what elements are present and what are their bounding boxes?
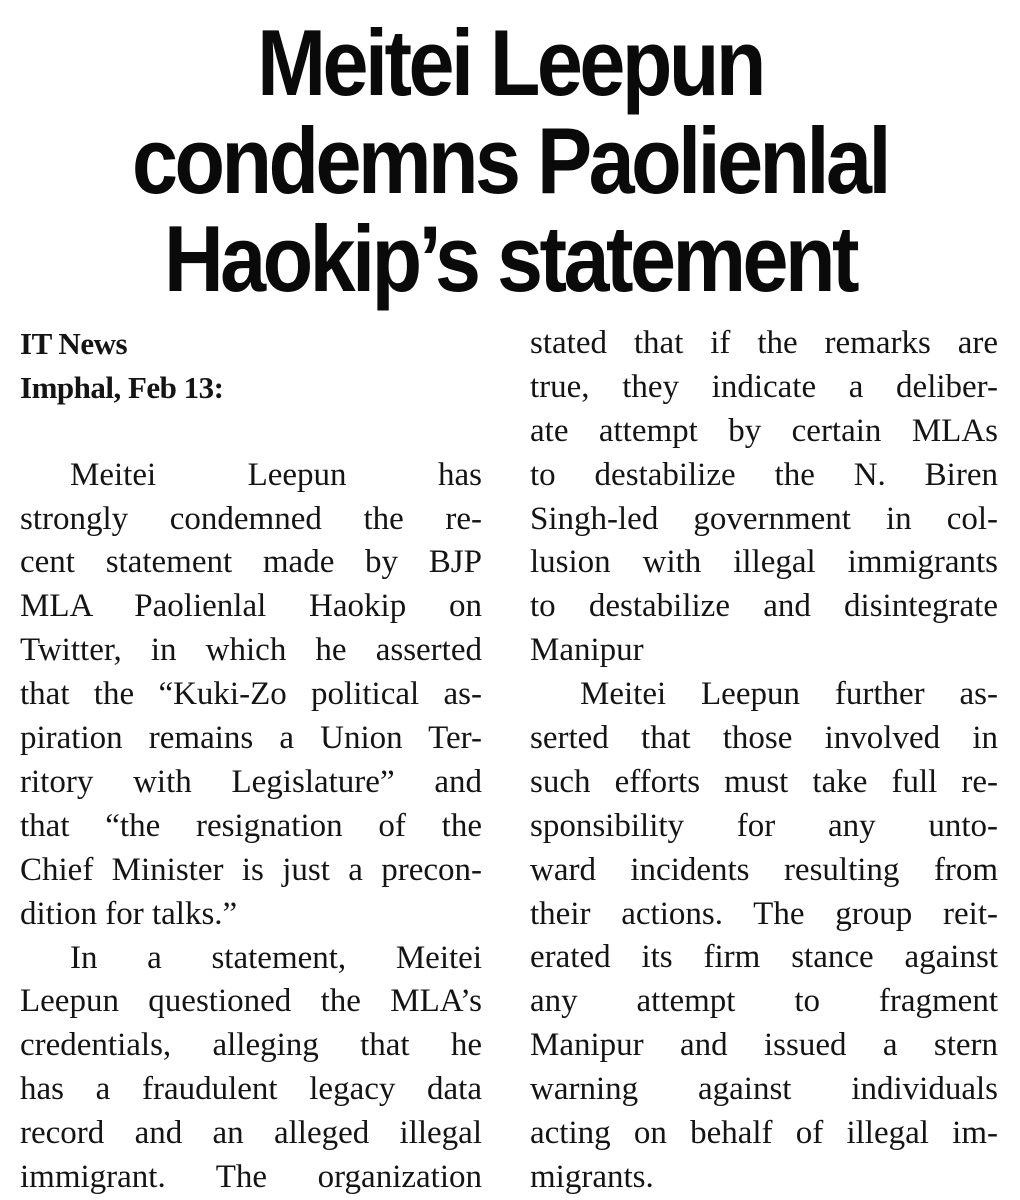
text-line: to destabilize the N. Biren — [530, 456, 998, 493]
text-line: that “the resignation of the — [20, 807, 482, 844]
text-line: Chief Minister is just a precon- — [20, 851, 482, 888]
text-line: true, they indicate a deliber- — [530, 368, 998, 405]
text-line: to destabilize and disintegrate — [530, 588, 998, 625]
text-line: that the “Kuki-Zo political as- — [20, 676, 482, 713]
text-line: has a fraudulent legacy data — [20, 1071, 482, 1108]
text-line: ate attempt by certain MLAs — [530, 412, 998, 449]
text-line: their actions. The group reit- — [530, 895, 998, 932]
text-line: such efforts must take full re- — [530, 763, 998, 800]
headline-line: condemns Paolienlal — [132, 108, 888, 213]
text-line: ward incidents resulting from — [530, 851, 998, 888]
byline-source: IT News — [20, 326, 128, 361]
text-line: Singh-led government in col- — [530, 500, 998, 537]
text-line: serted that those involved in — [530, 720, 998, 757]
headline-line: Meitei Leepun — [257, 10, 763, 115]
byline-dateline: Imphal, Feb 13: — [20, 369, 224, 405]
text-line: erated its firm stance against — [530, 939, 998, 976]
text-line: Manipur — [530, 632, 644, 669]
text-line: record and an alleged illegal — [20, 1115, 482, 1152]
text-line: MLA Paolienlal Haokip on — [20, 588, 482, 625]
text-line: warning against individuals — [530, 1071, 998, 1108]
text-line: In a statement, Meitei — [70, 939, 482, 976]
text-line: strongly condemned the re- — [20, 500, 482, 537]
text-line: ritory with Legislature” and — [20, 763, 482, 800]
text-line: cent statement made by BJP — [20, 544, 482, 581]
headline-line: Haokip’s statement — [163, 206, 857, 311]
text-line: Manipur and issued a stern — [530, 1027, 998, 1064]
left-column — [20, 322, 482, 1200]
text-line: credentials, alleging that he — [20, 1027, 482, 1064]
text-line: Meitei Leepun has — [70, 456, 482, 493]
right-column — [530, 322, 998, 1200]
text-line: Twitter, in which he asserted — [20, 632, 482, 669]
text-line: Meitei Leepun further as- — [580, 676, 998, 713]
byline-gap — [20, 410, 482, 454]
text-line: migrants. — [530, 1158, 654, 1195]
text-line: piration remains a Union Ter- — [20, 720, 482, 757]
text-line: immigrant. The organization — [20, 1158, 482, 1195]
text-line: stated that if the remarks are — [530, 325, 998, 361]
text-line: acting on behalf of illegal im- — [530, 1115, 998, 1152]
headline — [61, 10, 959, 311]
text-line: lusion with illegal immigrants — [530, 544, 998, 581]
text-line: dition for talks.” — [20, 895, 238, 932]
text-line: sponsibility for any unto- — [530, 807, 998, 844]
text-line: Leepun questioned the MLA’s — [20, 983, 482, 1020]
text-line: any attempt to fragment — [530, 983, 998, 1020]
